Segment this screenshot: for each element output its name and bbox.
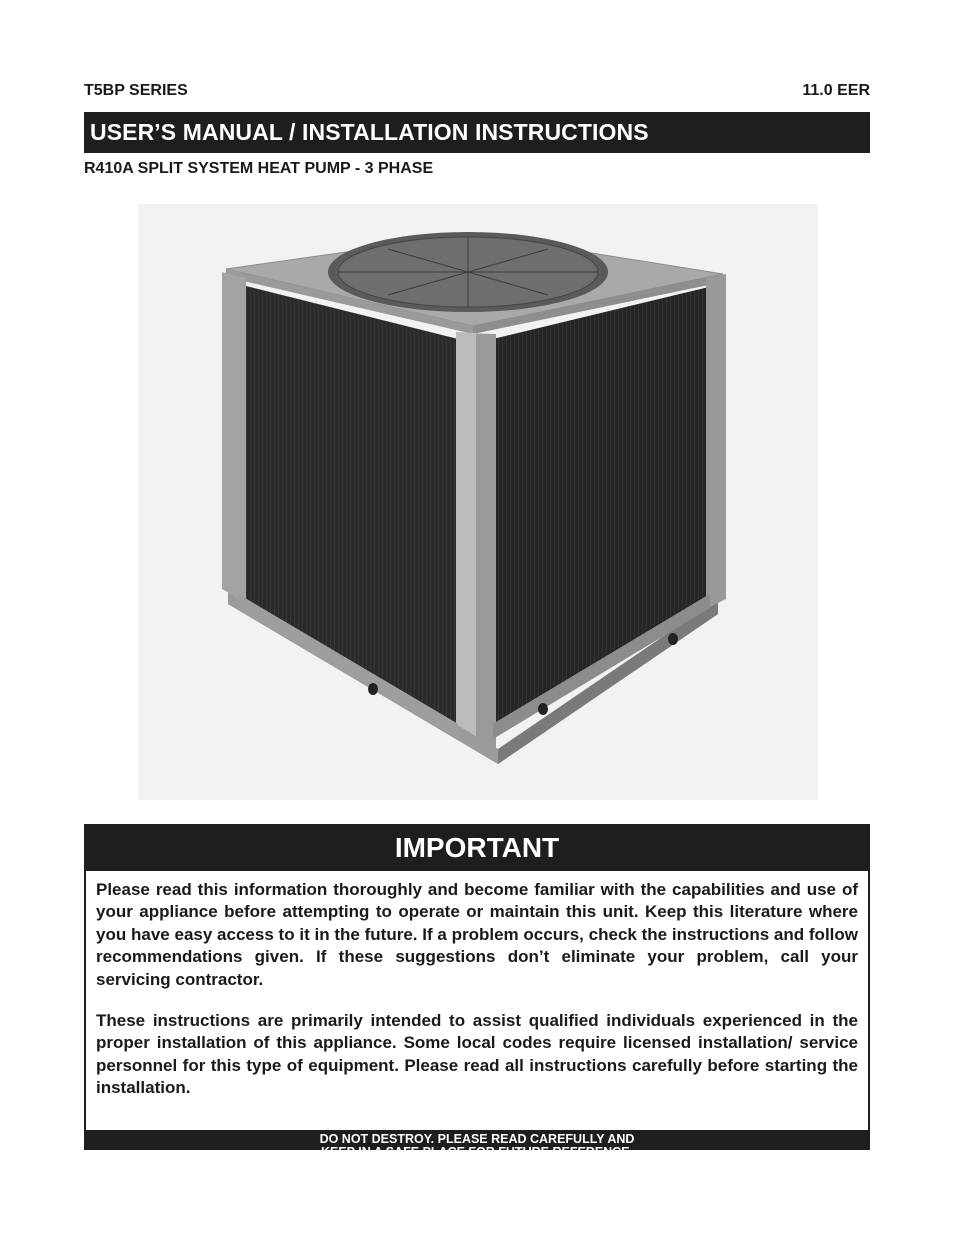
heat-pump-unit-icon bbox=[138, 204, 818, 800]
manual-title-bar bbox=[84, 112, 870, 153]
important-paragraph-1: Please read this information thoroughly and become familiar with the capabilities and use of your appliance before attempting to operate or maintain this unit. Keep this literature where you have easy access to it in the future. If a problem occurs, check the instructions and follow recommendations given. If these suggestions don’t eliminate your problem, call your servicing contractor. bbox=[96, 880, 858, 989]
product-photo bbox=[138, 204, 818, 800]
series-label: T5BP SERIES bbox=[84, 82, 188, 99]
important-heading: IMPORTANT bbox=[394, 831, 560, 863]
eer-rating: 11.0 EER bbox=[802, 82, 870, 99]
footer-line-2: KEEP IN A SAFE PLACE FOR FUTURE REFERENCE. bbox=[320, 1145, 634, 1159]
footer-line-1: DO NOT DESTROY. PLEASE READ CAREFULLY AND bbox=[319, 1132, 635, 1146]
important-body bbox=[86, 871, 868, 1130]
manual-title: USER’S MANUAL / INSTALLATION INSTRUCTIONS bbox=[90, 119, 649, 145]
product-subtitle: R410A SPLIT SYSTEM HEAT PUMP - 3 PHASE bbox=[84, 160, 434, 177]
important-notice-box bbox=[84, 824, 870, 1159]
important-footer bbox=[84, 1130, 870, 1159]
important-paragraph-2: These instructions are primarily intended to assist qualified individuals experienced in the proper installation of this appliance. Some local codes require licensed installation/ service personnel for this type of equipment. Please read all instructions carefully before starting the installation. bbox=[96, 1011, 858, 1098]
